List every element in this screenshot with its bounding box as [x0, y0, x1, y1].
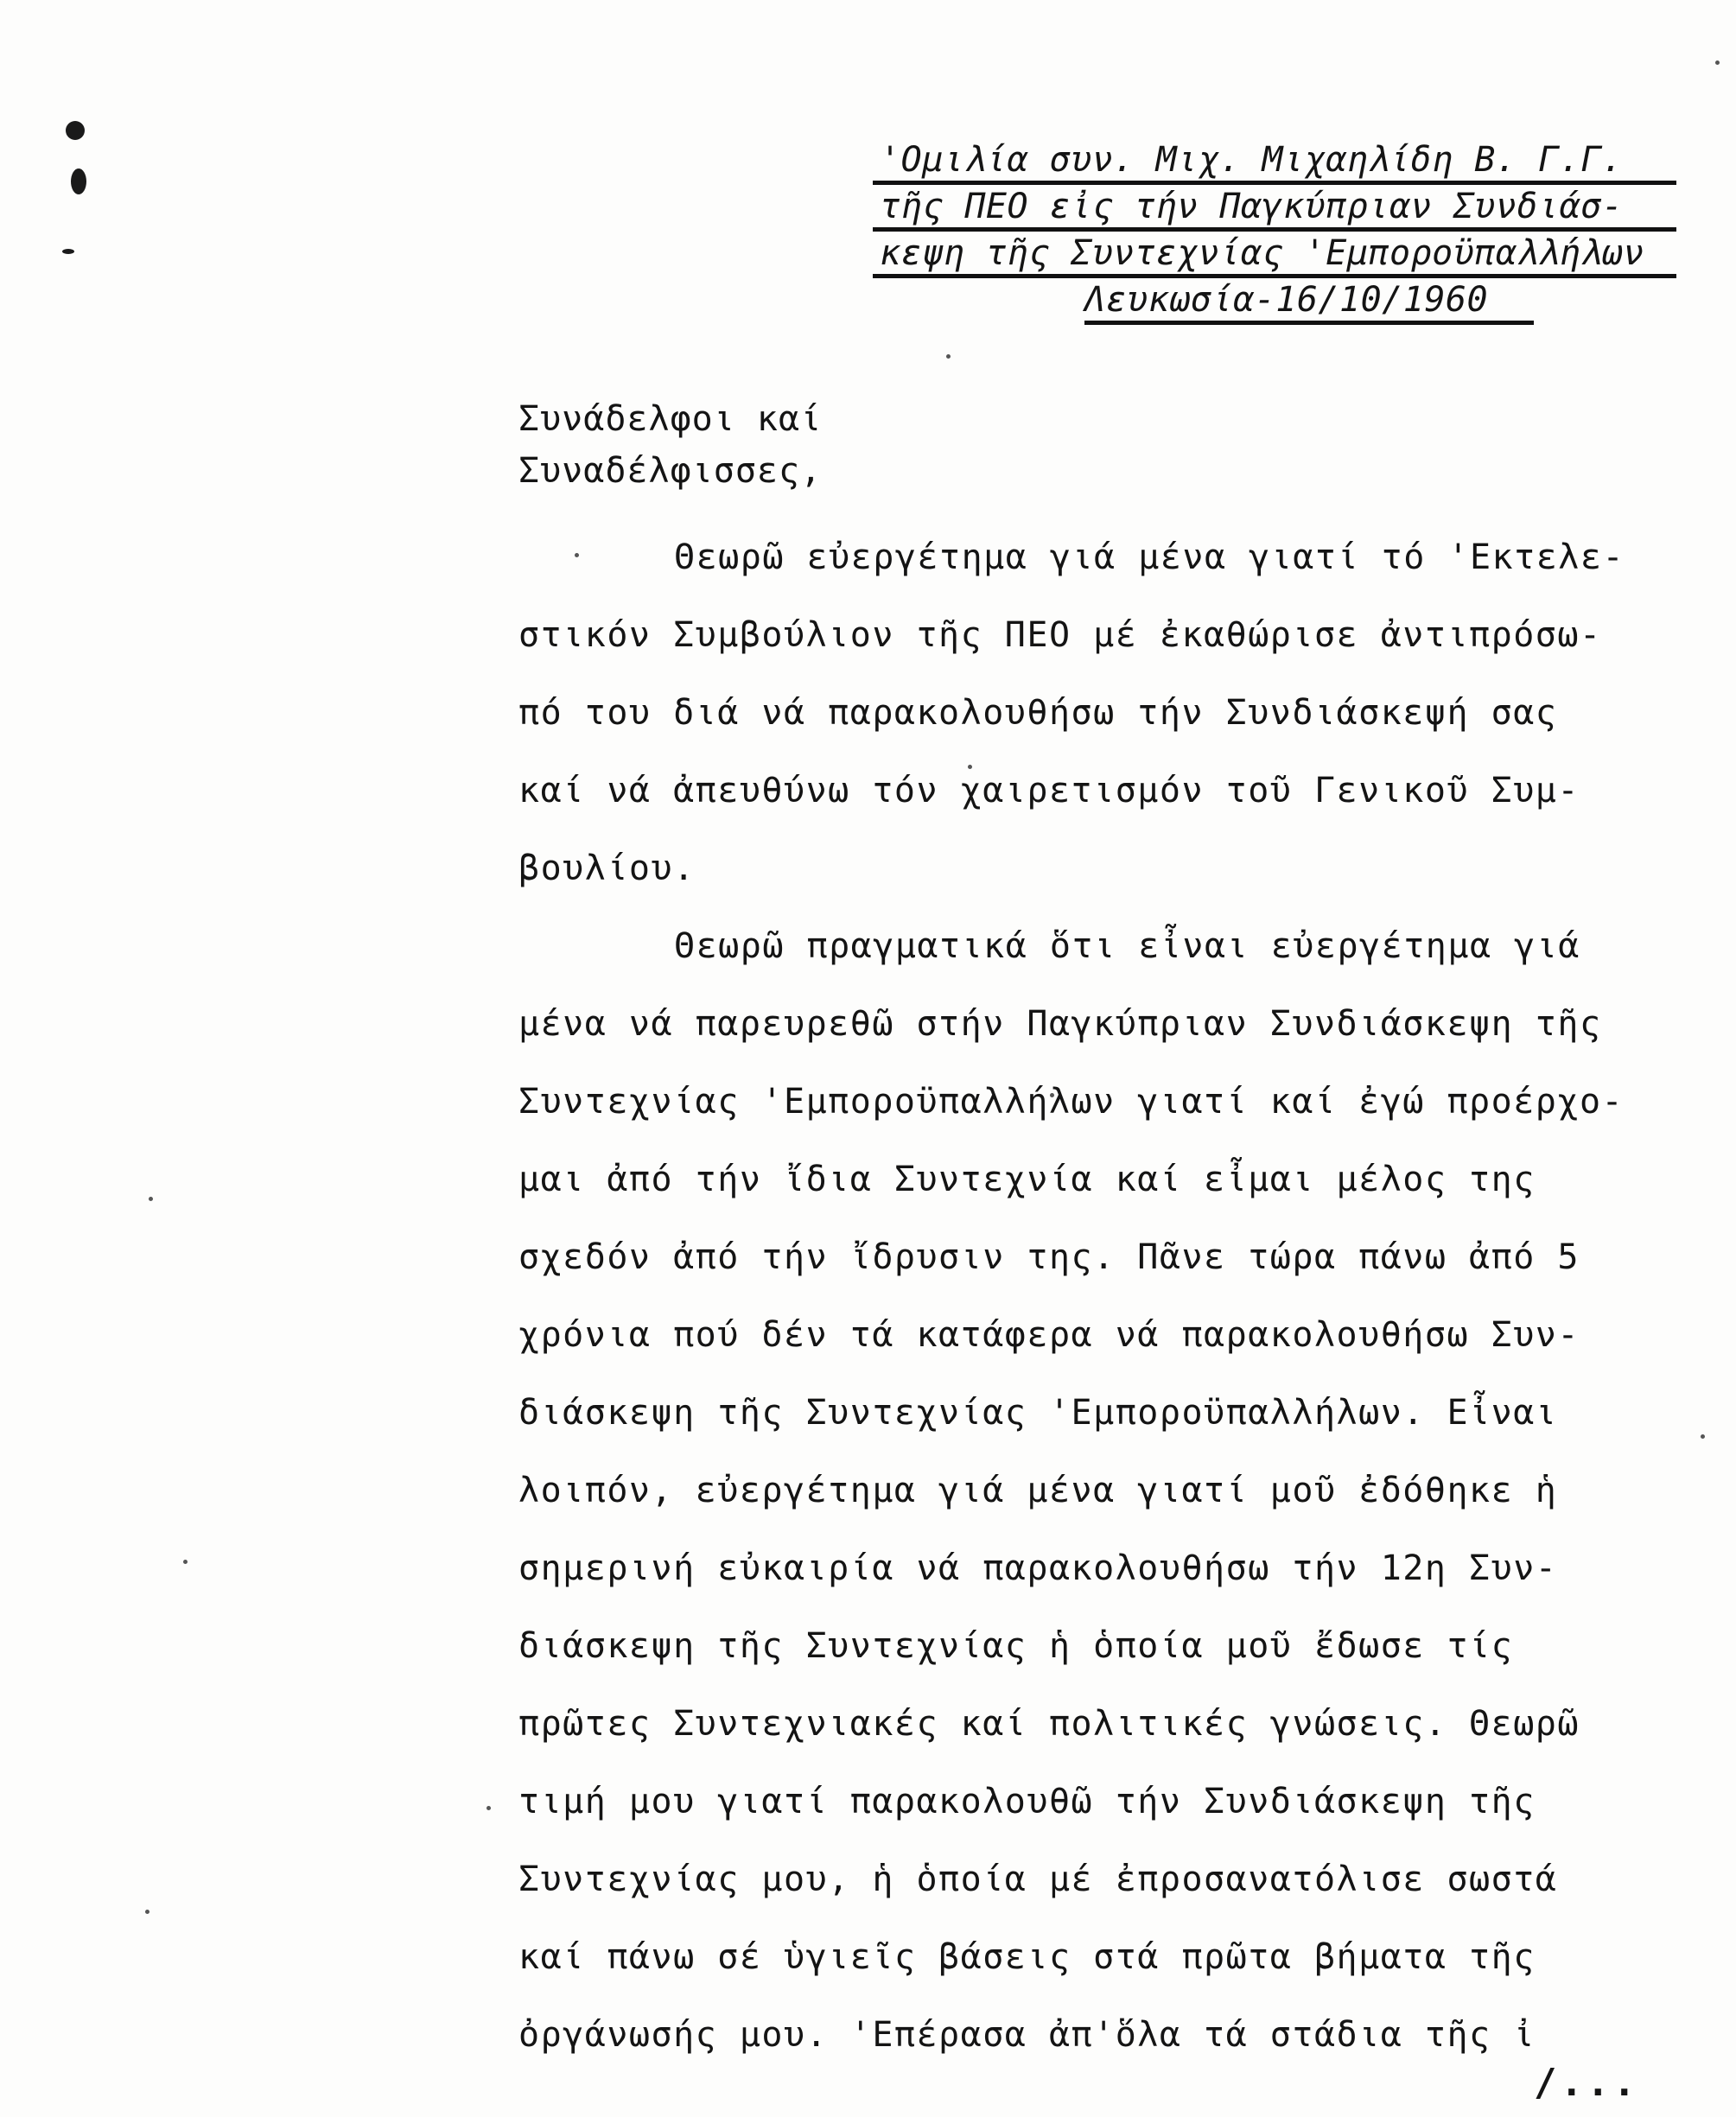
- body-line: καί πάνω σέ ὑγιεῖς βάσεις στά πρῶτα βήματα τῆς: [518, 1937, 1536, 1977]
- body-line: στικόν Συμβούλιον τῆς ΠΕΟ μέ ἐκαθώρισε ἀντιπρόσω-: [518, 615, 1602, 655]
- body-line: χρόνια πού δέν τά κατάφερα νά παρακολουθήσω Συν-: [518, 1315, 1580, 1355]
- body-line: τιμή μου γιατί παρακολουθῶ τήν Συνδιάσκεψη τῆς: [518, 1782, 1536, 1821]
- scan-speck: [145, 1910, 149, 1914]
- header-date-line: Λευκωσία-16/10/1960: [1084, 278, 1534, 325]
- scan-mark-bottom: [62, 249, 74, 254]
- salutation-line: Συνάδελφοι καί: [518, 399, 823, 439]
- document-header: [873, 138, 1676, 325]
- page-continuation-mark: /...: [1534, 2061, 1639, 2105]
- body-line: σημερινή εὐκαιρία νά παρακολουθήσω τήν 12η Συν-: [518, 1548, 1558, 1588]
- salutation-line: Συναδέλφισσες,: [518, 451, 823, 491]
- body-line: Συντεχνίας 'Εμποροϋπαλλήλων γιατί καί ἐγώ προέρχο-: [518, 1082, 1625, 1122]
- scan-speck: [1701, 1434, 1705, 1439]
- body-line: Συντεχνίας μου, ἡ ὁποία μέ ἐπροσανατόλισε σωστά: [518, 1860, 1558, 1899]
- body-line: Θεωρῶ πραγματικά ὅτι εἶναι εὐεργέτημα γιά: [674, 926, 1580, 966]
- body-line: διάσκεψη τῆς Συντεχνίας 'Εμποροϋπαλλήλων. Εἶναι: [518, 1393, 1558, 1433]
- body-line: Θεωρῶ εὐεργέτημα γιά μένα γιατί τό 'Εκτελε-: [674, 537, 1625, 577]
- scan-speck: [1715, 60, 1720, 65]
- speech-body: [518, 518, 1668, 2074]
- body-line: λοιπόν, εὐεργέτημα γιά μένα γιατί μοῦ ἐδόθηκε ἡ: [518, 1471, 1558, 1510]
- body-line: ὀργάνωσής μου. 'Επέρασα ἀπ'ὅλα τά στάδια τῆς ἰ: [518, 2015, 1536, 2055]
- scan-mark-top: [66, 121, 85, 140]
- body-line: καί νά ἀπευθύνω τόν χαιρετισμόν τοῦ Γενικοῦ Συμ-: [518, 771, 1580, 811]
- scan-speck: [486, 1806, 491, 1810]
- body-line: σχεδόν ἀπό τήν ἴδρυσιν της. Πᾶνε τώρα πάνω ἀπό 5: [518, 1237, 1580, 1277]
- scan-speck: [183, 1560, 188, 1564]
- body-line: διάσκεψη τῆς Συντεχνίας ἡ ὁποία μοῦ ἔδωσε τίς: [518, 1626, 1514, 1666]
- header-line: τῆς ΠΕΟ εἰς τήν Παγκύπριαν Συνδιάσ-: [873, 185, 1676, 232]
- body-line: πό του διά νά παρακολουθήσω τήν Συνδιάσκεψή σας: [518, 693, 1558, 733]
- body-line: μαι ἀπό τήν ἴδια Συντεχνία καί εἶμαι μέλος της: [518, 1160, 1536, 1199]
- header-line: 'Ομιλία συν. Μιχ. Μιχαηλίδη Β. Γ.Γ.: [873, 138, 1676, 185]
- body-line: πρῶτες Συντεχνιακές καί πολιτικές γνώσεις. Θεωρῶ: [518, 1704, 1580, 1744]
- body-line: μένα νά παρευρεθῶ στήν Παγκύπριαν Συνδιάσκεψη τῆς: [518, 1004, 1602, 1044]
- scan-mark-middle: [71, 168, 86, 194]
- body-line: βουλίου.: [518, 849, 696, 888]
- header-line: κεψη τῆς Συντεχνίας 'Εμποροϋπαλλήλων: [873, 232, 1676, 278]
- scan-speck: [149, 1197, 153, 1201]
- salutation: [518, 393, 822, 497]
- scan-speck: [946, 354, 951, 359]
